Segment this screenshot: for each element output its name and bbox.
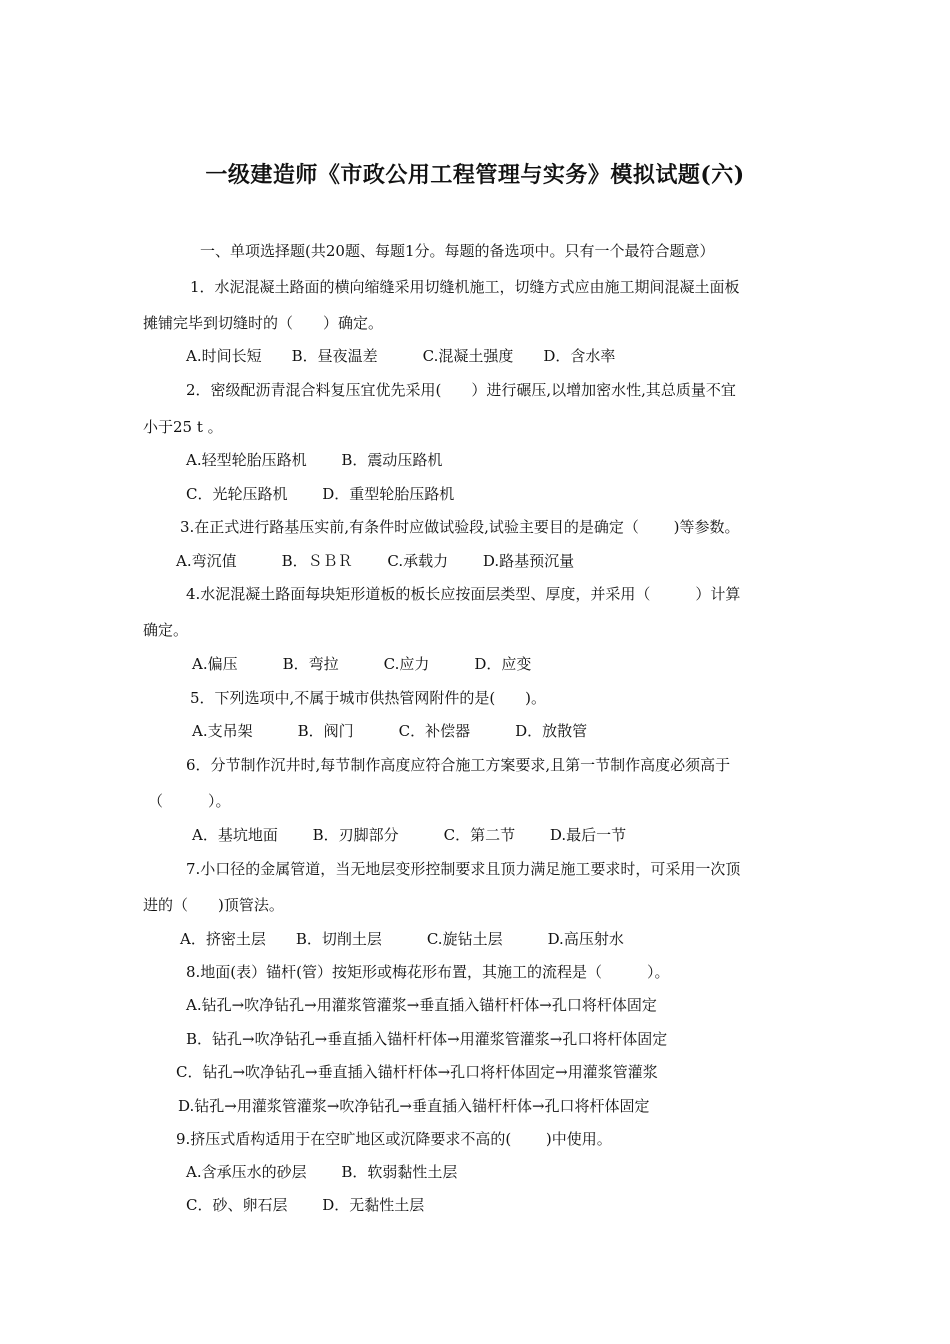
question-3-stem: 3.在正式进行路基压实前,有条件时应做试验段,试验主要目的是确定（ )等参数。 [180, 518, 740, 536]
question-1-options: A.时间长短 B．昼夜温差 C.混凝土强度 D．含水率 [186, 347, 616, 365]
question-5-options: A.支吊架 B．阀门 C．补偿器 D．放散管 [192, 722, 588, 740]
question-8-option-d: D.钻孔→用灌浆管灌浆→吹净钻孔→垂直插入锚杆杆体→孔口将杆体固定 [178, 1097, 650, 1115]
question-8-option-b: B．钻孔→吹净钻孔→垂直插入锚杆杆体→用灌浆管灌浆→孔口将杆体固定 [186, 1030, 668, 1048]
question-1-stem-line-1: 1．水泥混凝土路面的横向缩缝采用切缝机施工，切缝方式应由施工期间混凝土面板 [190, 278, 740, 296]
question-6-stem-line-1: 6．分节制作沉井时,每节制作高度应符合施工方案要求,且第一节制作高度必须高于 [186, 756, 731, 774]
question-8-option-a: A.钻孔→吹净钻孔→用灌浆管灌浆→垂直插入锚杆杆体→孔口将杆体固定 [186, 996, 657, 1014]
question-7-stem-line-1: 7.小口径的金属管道，当无地层变形控制要求且顶力满足施工要求时，可采用一次顶 [186, 860, 741, 878]
question-8-option-c: C．钻孔→吹净钻孔→垂直插入锚杆杆体→孔口将杆体固定→用灌浆管灌浆 [176, 1063, 658, 1081]
question-2-stem-line-1: 2．密级配沥青混合料复压宜优先采用( ）进行碾压,以增加密水性,其总质量不宜 [186, 381, 736, 399]
question-4-stem-line-1: 4.水泥混凝土路面每块矩形道板的板长应按面层类型、厚度，并采用（ ）计算 [186, 585, 741, 603]
question-9-options-line-2: C．砂、卵石层 D．无黏性土层 [186, 1196, 425, 1214]
question-1-stem-line-2: 摊铺完毕到切缝时的（ ）确定。 [143, 314, 384, 332]
question-4-options: A.偏压 B．弯拉 C.应力 D．应变 [192, 655, 532, 673]
question-2-options-line-1: A.轻型轮胎压路机 B．震动压路机 [186, 451, 443, 469]
question-6-stem-line-2: （ ）。 [148, 792, 231, 810]
section-heading: 一、单项选择题(共20题、每题1分。每题的备选项中。只有一个最符合题意） [200, 242, 715, 260]
question-2-options-line-2: C．光轮压路机 D．重型轮胎压路机 [186, 485, 455, 503]
question-6-options: A．基坑地面 B．刃脚部分 C．第二节 D.最后一节 [192, 826, 627, 844]
question-9-stem: 9.挤压式盾构适用于在空旷地区或沉降要求不高的( )中使用。 [176, 1130, 612, 1148]
question-4-stem-line-2: 确定。 [143, 621, 189, 639]
question-8-stem: 8.地面(表）锚杆(管）按矩形或梅花形布置，其施工的流程是（ ）。 [186, 963, 670, 981]
question-5-stem: 5．下列选项中,不属于城市供热管网附件的是( )。 [190, 689, 547, 707]
document-title: 一级建造师《市政公用工程管理与实务》模拟试题(六) [205, 162, 745, 188]
question-7-stem-line-2: 进的（ )顶管法。 [143, 896, 284, 914]
question-9-options-line-1: A.含承压水的砂层 B．软弱黏性土层 [186, 1163, 458, 1181]
question-7-options: A．挤密土层 B．切削土层 C.旋钻土层 D.高压射水 [180, 930, 624, 948]
question-2-stem-line-2: 小于25 t 。 [143, 418, 223, 436]
question-3-options: A.弯沉值 B．ＳＢＲ C.承载力 D.路基预沉量 [176, 552, 575, 570]
